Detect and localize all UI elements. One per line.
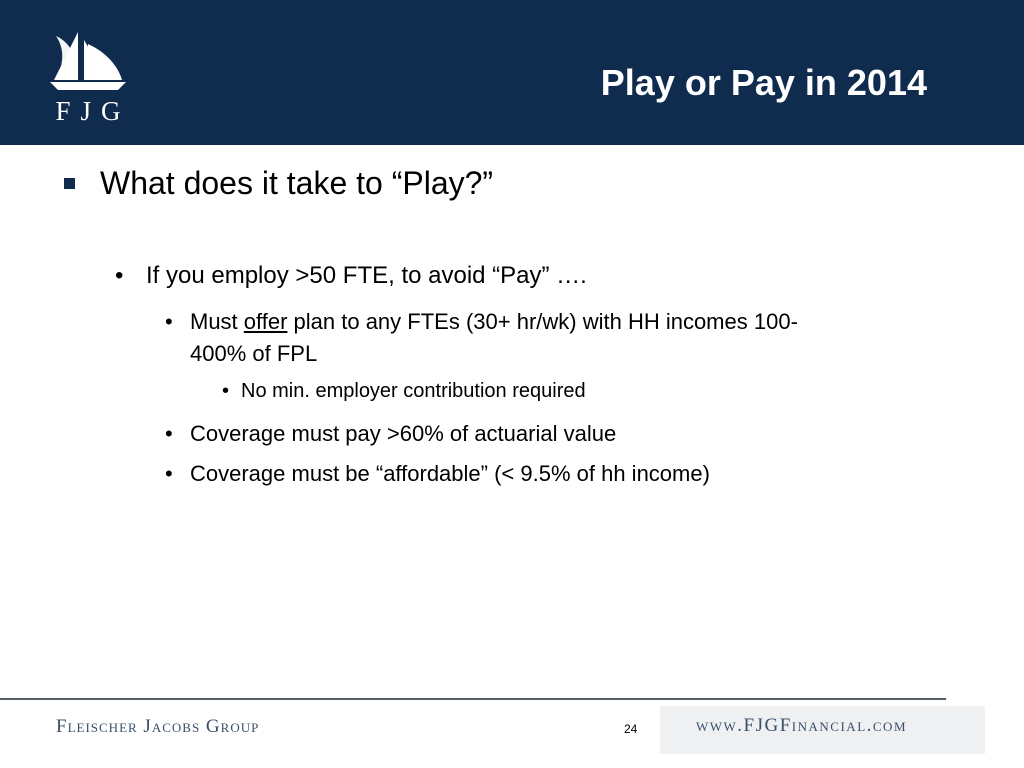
offer-suffix: plan to any FTEs (30+ hr/wk) with HH incomes 100-: [287, 309, 798, 334]
dot-bullet-icon: •: [165, 461, 173, 486]
footer-url: www.FJGFinancial.com: [696, 715, 907, 736]
fjg-logo: [44, 30, 132, 126]
logo-text: FJG: [55, 96, 131, 126]
square-bullet-icon: [64, 178, 75, 189]
offer-line2: 400% of FPL: [190, 341, 318, 366]
bullet-level1: What does it take to “Play?”: [100, 165, 494, 201]
bullet-level2: If you employ >50 FTE, to avoid “Pay” ….: [146, 262, 587, 289]
page-number: 24: [624, 722, 638, 736]
slide-title: Play or Pay in 2014: [600, 62, 927, 103]
offer-word: offer: [243, 309, 288, 334]
footer-company-name: Fleischer Jacobs Group: [56, 716, 260, 737]
dot-bullet-icon: •: [115, 262, 124, 289]
header-bar: [0, 0, 1024, 145]
dot-bullet-icon: •: [165, 309, 173, 334]
bullet-coverage2: Coverage must be “affordable” (< 9.5% of hh income): [190, 461, 710, 486]
dot-bullet-icon: •: [222, 380, 230, 402]
sailboat-icon: [48, 30, 128, 92]
footer-divider: [0, 698, 946, 700]
bullet-offer: [190, 306, 798, 370]
bullet-level3: No min. employer contribution required: [241, 380, 586, 402]
dot-bullet-icon: •: [165, 421, 173, 446]
bullet-coverage1: Coverage must pay >60% of actuarial value: [190, 421, 617, 446]
offer-prefix: Must: [190, 309, 244, 334]
